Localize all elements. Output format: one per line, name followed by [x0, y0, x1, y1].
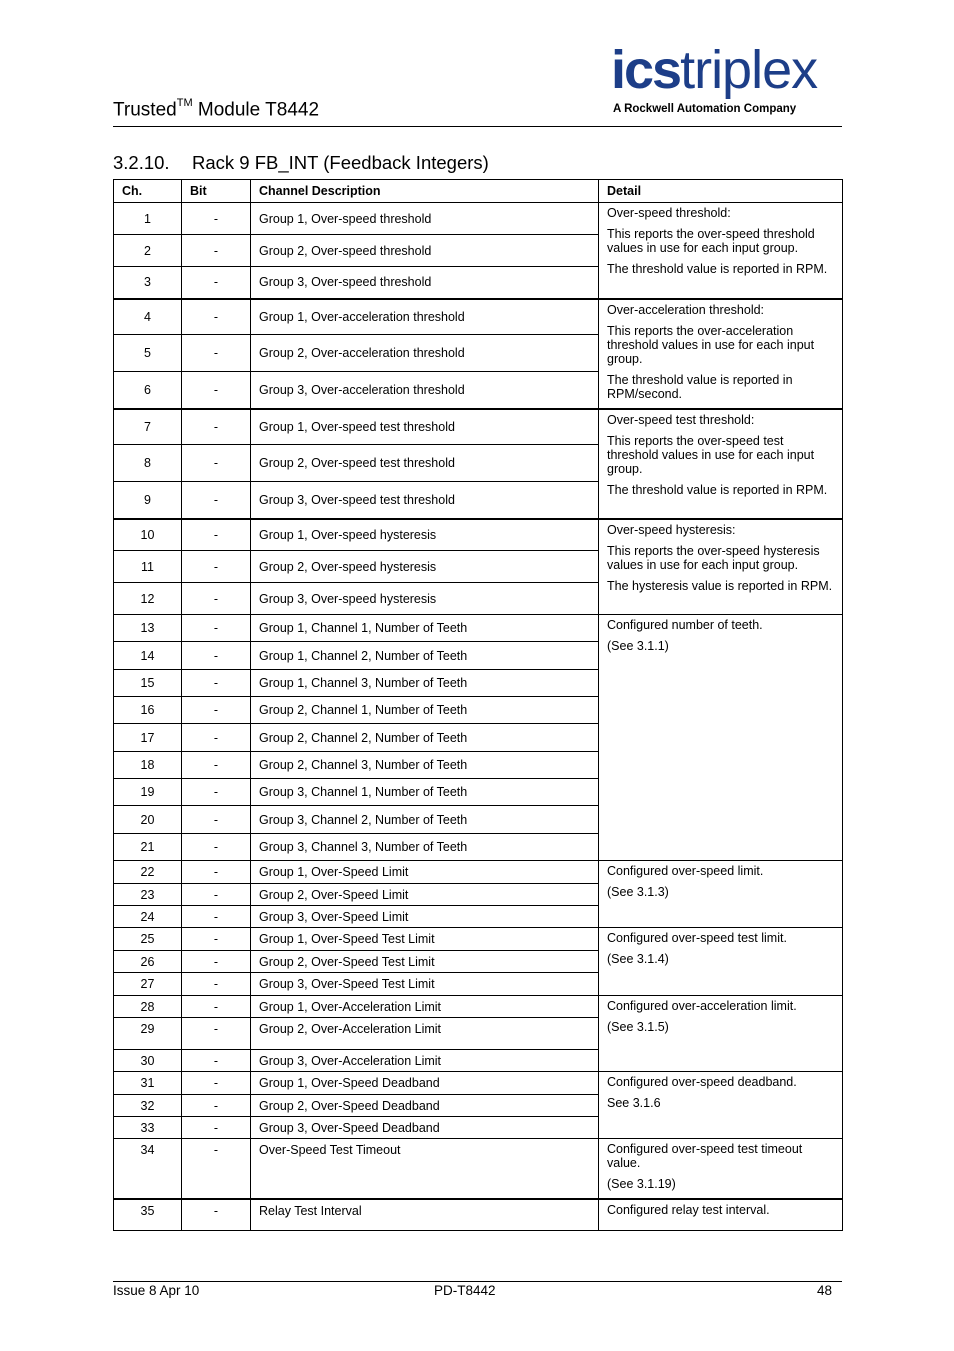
detail-line: Over-acceleration threshold: [607, 302, 765, 317]
trademark-mark: TM [176, 97, 193, 109]
channel-number-cell: 30 [114, 1050, 182, 1072]
bit-cell: - [182, 951, 251, 973]
channel-description-cell: Group 2, Over-speed threshold [251, 235, 599, 267]
logo-wordmark-bold: ics [611, 40, 681, 100]
channel-number-cell: 15 [114, 670, 182, 697]
table-row [114, 519, 843, 551]
bit-cell: - [182, 834, 251, 861]
detail-line: Configured number of teeth. [607, 618, 763, 632]
bit-cell: - [182, 372, 251, 409]
channel-number-cell: 23 [114, 884, 182, 906]
channel-description-cell: Group 3, Over-speed threshold [251, 267, 599, 299]
channel-description-cell: Group 2, Channel 2, Number of Teeth [251, 724, 599, 752]
channel-description-cell: Group 2, Over-Acceleration Limit [251, 1018, 599, 1050]
channel-number-cell: 7 [114, 409, 182, 445]
section-title: Rack 9 FB_INT (Feedback Integers) [192, 152, 489, 173]
footer-divider [113, 1281, 842, 1282]
channel-description-cell: Group 3, Over-Speed Deadband [251, 1117, 599, 1139]
channel-number-cell: 27 [114, 973, 182, 996]
logo-tagline: A Rockwell Automation Company [613, 103, 797, 115]
detail-line: Over-speed hysteresis: [607, 522, 736, 537]
channel-number-cell: 33 [114, 1117, 182, 1139]
bit-cell: - [182, 409, 251, 445]
channel-number-cell: 35 [114, 1199, 182, 1230]
channel-number-cell: 11 [114, 551, 182, 583]
section-heading [113, 152, 489, 174]
col-header-bit: Bit [182, 180, 251, 203]
channel-description-cell: Group 1, Channel 3, Number of Teeth [251, 670, 599, 697]
channel-description-cell: Group 2, Over-acceleration threshold [251, 335, 599, 372]
bit-cell: - [182, 235, 251, 267]
detail-line: See 3.1.6 [607, 1096, 661, 1110]
footer-issue: Issue 8 Apr 10 [113, 1283, 200, 1298]
detail-cell [599, 409, 843, 519]
channel-description-cell: Group 3, Over-acceleration threshold [251, 372, 599, 409]
bit-cell: - [182, 861, 251, 884]
detail-cell [599, 996, 843, 1072]
bit-cell: - [182, 267, 251, 299]
bit-cell: - [182, 482, 251, 519]
detail-cell [599, 861, 843, 928]
detail-cell [599, 519, 843, 615]
channel-number-cell: 10 [114, 519, 182, 551]
channel-description-cell: Group 3, Channel 3, Number of Teeth [251, 834, 599, 861]
bit-cell: - [182, 551, 251, 583]
detail-line: (See 3.1.1) [607, 639, 669, 653]
channel-description-cell: Group 1, Over-speed test threshold [251, 409, 599, 445]
bit-cell: - [182, 642, 251, 670]
detail-cell [599, 1199, 843, 1230]
logo-wordmark [611, 40, 817, 100]
channel-description-cell: Group 3, Channel 2, Number of Teeth [251, 806, 599, 834]
section-number: 3.2.10. [113, 152, 170, 173]
col-header-detail: Detail [599, 180, 843, 203]
channel-number-cell: 3 [114, 267, 182, 299]
detail-line: (See 3.1.19) [607, 1177, 676, 1191]
bit-cell: - [182, 1072, 251, 1095]
channel-number-cell: 24 [114, 906, 182, 928]
channel-description-cell: Group 3, Over-Speed Limit [251, 906, 599, 928]
channel-number-cell: 12 [114, 583, 182, 615]
channel-number-cell: 21 [114, 834, 182, 861]
bit-cell: - [182, 583, 251, 615]
channel-number-cell: 29 [114, 1018, 182, 1050]
channel-description-cell: Group 1, Channel 1, Number of Teeth [251, 615, 599, 642]
col-header-description: Channel Description [251, 180, 599, 203]
bit-cell: - [182, 906, 251, 928]
bit-cell: - [182, 615, 251, 642]
detail-line: Configured over-acceleration limit. [607, 999, 797, 1013]
bit-cell: - [182, 697, 251, 724]
detail-line: This reports the over-speed test threshold values in use for each input group. [607, 433, 815, 476]
channel-description-cell: Over-Speed Test Timeout [251, 1139, 599, 1200]
table-row [114, 996, 843, 1018]
detail-line: This reports the over-speed hysteresis values in use for each input group. [607, 543, 820, 572]
channel-number-cell: 6 [114, 372, 182, 409]
channel-number-cell: 22 [114, 861, 182, 884]
detail-line: (See 3.1.4) [607, 952, 669, 966]
detail-line: This reports the over-acceleration threshold values in use for each input group. [607, 323, 815, 366]
detail-line: Configured relay test interval. [607, 1203, 770, 1217]
channel-number-cell: 25 [114, 928, 182, 951]
detail-line: Over-speed test threshold: [607, 412, 755, 427]
channel-description-cell: Group 1, Over-Speed Deadband [251, 1072, 599, 1095]
bit-cell: - [182, 299, 251, 335]
channel-description-cell: Group 1, Channel 2, Number of Teeth [251, 642, 599, 670]
logo-wordmark-light: triplex [680, 40, 818, 100]
channel-number-cell: 28 [114, 996, 182, 1018]
detail-line: The threshold value is reported in RPM. [607, 262, 828, 276]
bit-cell: - [182, 779, 251, 806]
table-row [114, 203, 843, 235]
bit-cell: - [182, 996, 251, 1018]
detail-line: Configured over-speed test limit. [607, 931, 787, 945]
channel-number-cell: 31 [114, 1072, 182, 1095]
table-row [114, 1139, 843, 1200]
bit-cell: - [182, 670, 251, 697]
detail-line: Configured over-speed deadband. [607, 1075, 797, 1089]
channel-description-cell: Group 2, Over-speed hysteresis [251, 551, 599, 583]
document-title-rest: Module T8442 [192, 99, 320, 121]
channel-number-cell: 1 [114, 203, 182, 235]
bit-cell: - [182, 973, 251, 996]
fb-int-table [113, 179, 843, 1231]
channel-description-cell: Group 2, Over-Speed Limit [251, 884, 599, 906]
bit-cell: - [182, 724, 251, 752]
channel-description-cell: Relay Test Interval [251, 1199, 599, 1230]
bit-cell: - [182, 203, 251, 235]
channel-description-cell: Group 1, Over-Speed Limit [251, 861, 599, 884]
bit-cell: - [182, 1199, 251, 1230]
bit-cell: - [182, 335, 251, 372]
table-row [114, 861, 843, 884]
channel-number-cell: 9 [114, 482, 182, 519]
table-row [114, 928, 843, 951]
table-row [114, 615, 843, 642]
channel-number-cell: 13 [114, 615, 182, 642]
detail-line: The threshold value is reported in RPM. [607, 482, 828, 497]
detail-cell [599, 615, 843, 861]
channel-description-cell: Group 1, Over-Speed Test Limit [251, 928, 599, 951]
detail-line: (See 3.1.3) [607, 885, 669, 899]
channel-number-cell: 17 [114, 724, 182, 752]
channel-description-cell: Group 1, Over-Acceleration Limit [251, 996, 599, 1018]
table-row [114, 1072, 843, 1095]
table-row [114, 409, 843, 445]
detail-line: This reports the over-speed threshold values in use for each input group. [607, 227, 815, 255]
channel-description-cell: Group 3, Over-speed hysteresis [251, 583, 599, 615]
channel-description-cell: Group 3, Over-speed test threshold [251, 482, 599, 519]
table-row [114, 299, 843, 335]
channel-number-cell: 18 [114, 752, 182, 779]
bit-cell: - [182, 884, 251, 906]
bit-cell: - [182, 1095, 251, 1117]
detail-line: Configured over-speed limit. [607, 864, 764, 878]
channel-description-cell: Group 2, Over-speed test threshold [251, 445, 599, 482]
bit-cell: - [182, 519, 251, 551]
detail-line: The hysteresis value is reported in RPM. [607, 578, 833, 593]
document-title-main: Trusted [113, 99, 177, 121]
channel-number-cell: 20 [114, 806, 182, 834]
channel-number-cell: 5 [114, 335, 182, 372]
channel-number-cell: 14 [114, 642, 182, 670]
document-title [113, 99, 319, 121]
channel-number-cell: 34 [114, 1139, 182, 1200]
ics-triplex-logo [611, 40, 843, 120]
bit-cell: - [182, 445, 251, 482]
detail-cell [599, 928, 843, 996]
footer-document-id: PD-T8442 [434, 1283, 496, 1298]
header-divider [113, 126, 842, 127]
detail-line: (See 3.1.5) [607, 1020, 669, 1034]
table-row [114, 1199, 843, 1230]
detail-cell [599, 299, 843, 409]
channel-number-cell: 2 [114, 235, 182, 267]
bit-cell: - [182, 928, 251, 951]
bit-cell: - [182, 1018, 251, 1050]
channel-number-cell: 19 [114, 779, 182, 806]
col-header-ch: Ch. [114, 180, 182, 203]
channel-description-cell: Group 2, Channel 3, Number of Teeth [251, 752, 599, 779]
bit-cell: - [182, 806, 251, 834]
footer-page-number: 48 [817, 1283, 833, 1298]
detail-line: Configured over-speed test timeout value. [607, 1142, 803, 1170]
detail-line: The threshold value is reported in RPM/second. [607, 372, 793, 401]
channel-description-cell: Group 2, Over-Speed Deadband [251, 1095, 599, 1117]
channel-description-cell: Group 3, Over-Speed Test Limit [251, 973, 599, 996]
bit-cell: - [182, 1139, 251, 1200]
channel-description-cell: Group 2, Over-Speed Test Limit [251, 951, 599, 973]
channel-number-cell: 16 [114, 697, 182, 724]
detail-cell [599, 1139, 843, 1200]
detail-cell [599, 1072, 843, 1139]
channel-number-cell: 26 [114, 951, 182, 973]
channel-number-cell: 32 [114, 1095, 182, 1117]
channel-description-cell: Group 3, Over-Acceleration Limit [251, 1050, 599, 1072]
channel-number-cell: 8 [114, 445, 182, 482]
bit-cell: - [182, 1117, 251, 1139]
channel-description-cell: Group 3, Channel 1, Number of Teeth [251, 779, 599, 806]
bit-cell: - [182, 752, 251, 779]
table-header-row [114, 180, 843, 203]
channel-description-cell: Group 1, Over-speed threshold [251, 203, 599, 235]
detail-cell [599, 203, 843, 299]
channel-description-cell: Group 1, Over-speed hysteresis [251, 519, 599, 551]
detail-line: Over-speed threshold: [607, 206, 731, 220]
bit-cell: - [182, 1050, 251, 1072]
channel-number-cell: 4 [114, 299, 182, 335]
channel-description-cell: Group 2, Channel 1, Number of Teeth [251, 697, 599, 724]
table-body [114, 203, 843, 1231]
channel-description-cell: Group 1, Over-acceleration threshold [251, 299, 599, 335]
